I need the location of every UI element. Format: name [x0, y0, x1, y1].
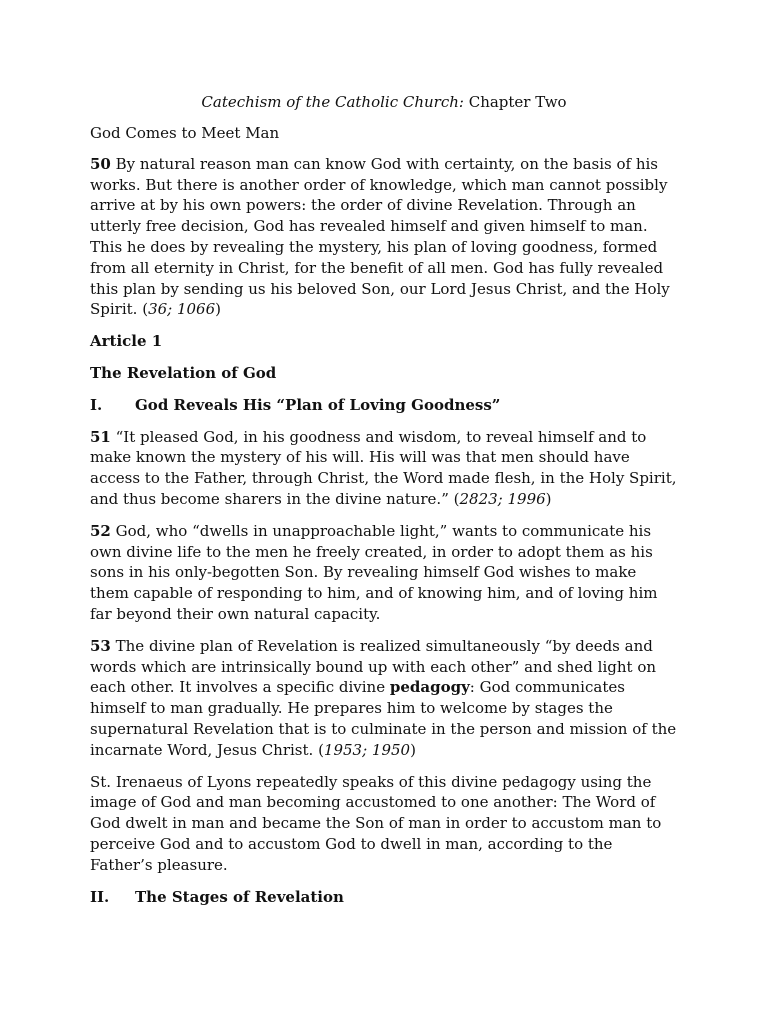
- paragraph-number: 51: [90, 427, 111, 446]
- paragraph-text: “It pleased God, in his goodness and wisdom, to reveal himself and to make known the mystery of his will. His will was that men should have access to the Father, through Christ, the Word made flesh, in the Holy Spirit, and thus become sharers in the divine nature.” (: [90, 427, 677, 508]
- paragraph-52: [90, 521, 678, 625]
- cross-reference: 36; 1066: [148, 300, 216, 319]
- chapter-heading: God Comes to Meet Man: [90, 124, 280, 142]
- paragraph-number: 52: [90, 521, 111, 540]
- article-title: The Revelation of God: [90, 363, 277, 382]
- title-italic: Catechism of the Catholic Church:: [201, 93, 464, 111]
- paragraph-number: 53: [90, 636, 111, 655]
- cross-reference: 1953; 1950: [323, 740, 411, 759]
- section-number: I.: [90, 395, 103, 414]
- section-title: God Reveals His “Plan of Loving Goodness”: [135, 395, 501, 414]
- paragraph-51: [90, 427, 678, 510]
- paragraph-close: ): [410, 740, 416, 759]
- paragraph-close: ): [545, 489, 552, 508]
- section-number: II.: [90, 887, 110, 906]
- paragraph-text: God, who “dwells in unapproachable light,” wants to communicate his own divine life to the men he freely created, in order to adopt them as his sons in his only-begotten Son. By revealing himself God wishes to make them capable of responding to him, and of knowing him, and of loving him far beyond their own natural capacity.: [90, 521, 658, 623]
- cross-reference: 2823; 1996: [459, 489, 546, 508]
- paragraph-close: ): [215, 300, 222, 319]
- section-title: The Stages of Revelation: [135, 887, 344, 906]
- section-heading-1: [90, 395, 678, 416]
- irenaeus-paragraph: St. Irenaeus of Lyons repeatedly speaks of this divine pedagogy using the image of God and man becoming accustomed to one another: The Word of God dwelt in man and became the Son of man in order to accustom man to perceive God and to accustom God to dwell in man, according to the Father’s pleasure.: [90, 772, 662, 874]
- article-label: Article 1: [90, 332, 163, 351]
- paragraph-text: By natural reason man can know God with certainty, on the basis of his works. But there is another order of knowledge, which man cannot possibly arrive at by his own powers: the order of divine Revelation. Through an utterly free decision, God has revealed himself and given himself to man. This he does by revealing the mystery, his plan of loving goodness, formed from all eternity in Christ, for the benefit of all men. God has fully revealed this plan by sending us his beloved Son, our Lord Jesus Christ, and the Holy Spirit. (: [90, 154, 670, 319]
- paragraph-number: 50: [90, 154, 111, 173]
- paragraph-50: [90, 154, 678, 320]
- title-plain: Chapter Two: [463, 93, 567, 111]
- emphasis-pedagogy: pedagogy: [389, 678, 470, 697]
- section-heading-2: [90, 887, 678, 908]
- paragraph-text-continued: : God communicates himself to man gradually. He prepares him to welcome by stages the supernatural Revelation that is to culminate in the person and mission of the incarnate Word, Jesus Christ. (: [90, 678, 677, 759]
- document-title: [90, 92, 678, 112]
- paragraph-text: The divine plan of Revelation is realized simultaneously “by deeds and words which are intrinsically bound up with each other” and shed light on each other. It involves a specific divine: [90, 636, 657, 697]
- paragraph-53: [90, 636, 678, 761]
